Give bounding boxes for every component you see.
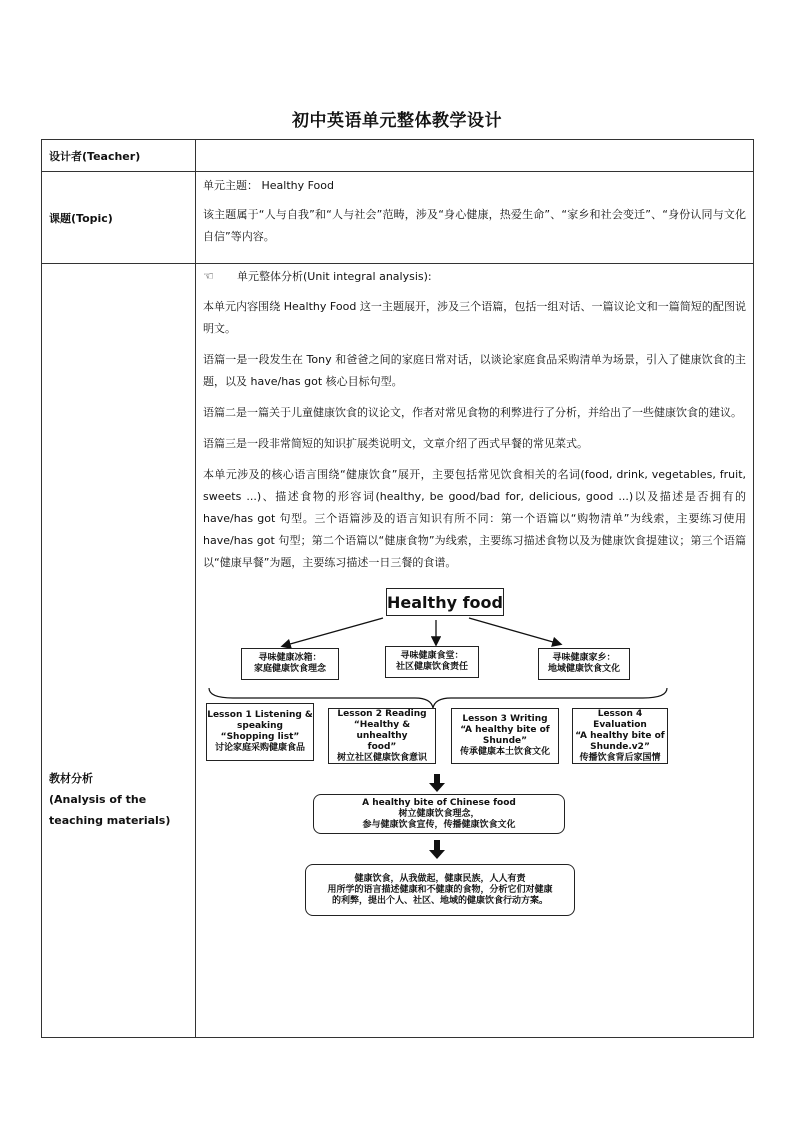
analysis-label-en2: teaching materials) xyxy=(49,814,171,827)
analysis-paragraph-5: 本单元涉及的核心语言围绕“健康饮食”展开，主要包括常见饮食相关的名词(food, drink, vegetables, fruit, sweets ...)、描述食物的形容词(healthy, be good/bad for, delicious, good ...)以及描述是否拥有的 have/has got 句型。三个语篇涉及的语言知识有所不同：第一个语篇以“购物清单”为线索，主要练习使用 have/has got 句型；第二个语篇以“健康食物”为线索，主要练习描述食物以及为健康饮食提建议；第三个语篇以“健康早餐”为题，主要练习描述一日三餐的食谱。 xyxy=(203,468,746,569)
lesson-box-1: Lesson 1 Listening & speaking “Shopping list” 讨论家庭采购健康食品 xyxy=(206,703,314,761)
analysis-content xyxy=(196,264,754,1038)
diagram-root: Healthy food xyxy=(386,588,504,616)
pointing-hand-icon: ☜ xyxy=(203,269,214,283)
analysis-paragraph-1: 本单元内容围绕 Healthy Food 这一主题展开，涉及三个语篇，包括一组对话、一篇议论文和一篇简短的配图说明文。 xyxy=(203,300,746,335)
unit-structure-diagram xyxy=(203,588,723,928)
topic-row xyxy=(42,172,754,264)
down-arrow-2 xyxy=(429,840,445,859)
designer-value[interactable] xyxy=(196,140,754,172)
designer-row xyxy=(42,140,754,172)
analysis-label xyxy=(42,264,196,1038)
theme-box-2: 寻味健康食堂： 社区健康饮食责任 xyxy=(385,646,479,678)
lesson-box-3: Lesson 3 Writing “A healthy bite of Shunde” 传承健康本土饮食文化 xyxy=(451,708,559,764)
analysis-paragraph-2: 语篇一是一段发生在 Tony 和爸爸之间的家庭日常对话，以谈论家庭食品采购清单为场景，引入了健康饮食的主题，以及 have/has got 核心目标句型。 xyxy=(203,353,746,388)
analysis-label-cn: 教材分析 xyxy=(49,772,93,785)
topic-label: 课题(Topic) xyxy=(42,172,196,264)
analysis-row xyxy=(42,264,754,1038)
analysis-paragraph-3: 语篇二是一篇关于儿童健康饮食的议论文，作者对常见食物的利弊进行了分析，并给出了一些健康饮食的建议。 xyxy=(203,406,742,419)
summary-box-2: 健康饮食，从我做起，健康民族，人人有责 用所学的语言描述健康和不健康的食物，分析它们对健康 的利弊，提出个人、社区、地域的健康饮食行动方案。 xyxy=(305,864,575,916)
analysis-label-en1: (Analysis of the xyxy=(49,793,147,806)
topic-description: 该主题属于“人与自我”和“人与社会”范畴，涉及“身心健康，热爱生命”、“家乡和社会变迁”、“身份认同与文化自信”等内容。 xyxy=(203,208,746,243)
analysis-paragraph-4: 语篇三是一段非常简短的知识扩展类说明文，文章介绍了西式早餐的常见菜式。 xyxy=(203,437,588,450)
arrow-root-left xyxy=(283,618,383,646)
theme-box-1: 寻味健康冰箱： 家庭健康饮食理念 xyxy=(241,648,339,680)
lesson-box-4: Lesson 4 Evaluation “A healthy bite of Shunde.v2” 传播饮食背后家国情 xyxy=(572,708,668,764)
design-table xyxy=(41,139,754,1038)
theme-box-3: 寻味健康家乡： 地域健康饮食文化 xyxy=(538,648,630,680)
down-arrow-1 xyxy=(429,774,445,792)
summary-box-1: A healthy bite of Chinese food 树立健康饮食理念， 参与健康饮食宣传，传播健康饮食文化 xyxy=(313,794,565,834)
analysis-heading-line xyxy=(203,265,746,288)
unit-theme-line: 单元主题： Healthy Food xyxy=(203,179,335,192)
page-title: 初中英语单元整体教学设计 xyxy=(292,111,502,131)
arrow-root-right xyxy=(469,618,560,644)
designer-label: 设计者(Teacher) xyxy=(42,140,196,172)
analysis-heading: 单元整体分析(Unit integral analysis): xyxy=(237,270,432,283)
topic-content xyxy=(196,172,754,264)
lesson-box-2: Lesson 2 Reading “Healthy & unhealthy food” 树立社区健康饮食意识 xyxy=(328,708,436,764)
